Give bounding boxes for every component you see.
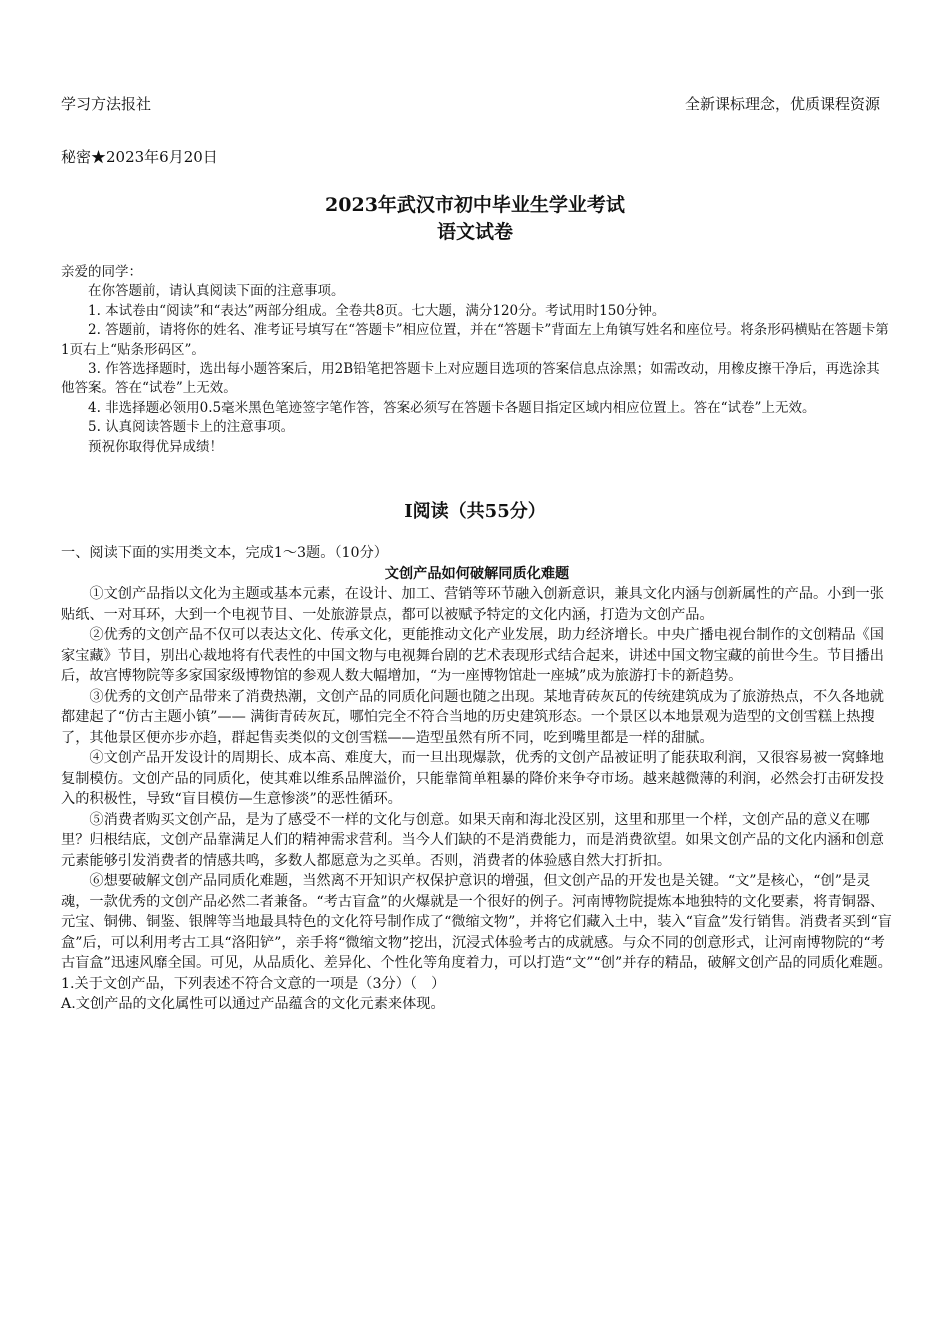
notice-section <box>61 263 893 457</box>
article-paragraph: ④文创产品开发设计的周期长、成本高、难度大，而一旦出现爆款，优秀的文创产品被证明了能获取利润，又很容易被一窝蜂地复制模仿。文创产品的同质化，使其难以维系品牌溢价，只能靠简单粗暴的降价来争夺市场。越来越微薄的利润，必然会打击研发投入的积极性，导致“盲目模仿—生意惨淡”的恶性循环。 <box>61 750 884 807</box>
section-title: I阅读（共55分） <box>404 501 546 522</box>
article-paragraph: ⑥想要破解文创产品同质化难题，当然离不开知识产权保护意识的增强，但文创产品的开发也是关键。“文”是核心，“创”是灵魂，一款优秀的文创产品必然二者兼备。“考古盲盒”的火爆就是一个很好的例子。河南博物院提炼本地独特的文化要素，将青铜器、元宝、铜佛、铜鉴、银牌等当地最具特色的文化符号制作成了“微缩文物”，并将它们藏入土中，装入“盲盒”发行销售。消费者买到“盲盒”后，可以利用考古工具“洛阳铲”，亲手将“微缩文物”挖出，沉浸式体验考古的成就感。与众不同的创意形式，让河南博物院的“考古盲盒”迅速风靡全国。可见，从品质化、差异化、个性化等角度着力，可以打造“文”“创”并存的精品，破解文创产品的同质化难题。 <box>61 873 892 971</box>
notice-item: 5. 认真阅读答题卡上的注意事项。 <box>88 419 295 436</box>
article-paragraph: ③优秀的文创产品带来了消费热潮，文创产品的同质化问题也随之出现。某地青砖灰瓦的传统建筑成为了旅游热点，不久各地就都建起了“仿古主题小镇”—— 满街青砖灰瓦，哪怕完全不符合当地的历史建筑形态。一个景区以本地景观为造型的文创雪糕上热搜了，其他景区便亦步亦趋，群起售卖类似的文创雪糕——造型虽然有所不同，吃到嘴里都是一样的甜腻。 <box>61 688 884 746</box>
article-title: 文创产品如何破解同质化难题 <box>384 565 570 582</box>
question-1: 1.关于文创产品，下列表述不符合文意的一项是（3分）（ ） <box>61 975 446 992</box>
notice-item: 4. 非选择题必领用0.5毫米黑色笔迹签字笔作答，答案必须写在答题卡各题目指定区域内相应位置上。答在“试卷”上无效。 <box>88 399 816 416</box>
notice-closing: 预祝你取得优异成绩！ <box>88 438 223 455</box>
option-a: A.文创产品的文化属性可以通过产品蕴含的文化元素来体现。 <box>61 996 445 1012</box>
article-paragraph: ①文创产品指以文化为主题或基本元素，在设计、加工、营销等环节融入创新意识，兼具文化内涵与创新属性的产品。小到一张贴纸、一对耳环，大到一个电视节目、一处旅游景点，都可以被赋予特定的文化内涵，打造为文创产品。 <box>61 586 884 623</box>
article-paragraph: ⑤消费者购买文创产品，是为了感受不一样的文化与创意。如果天南和海北没区别，这里和那里一个样，文创产品的意义在哪里？归根结底，文创产品靠满足人们的精神需求营利。当今人们缺的不是消费能力，而是消费欲望。如果文创产品的文化内涵和创意元素能够引发消费者的情感共鸣，多数人都愿意为之买单。否则，消费者的体验感自然大打折扣。 <box>61 811 884 869</box>
notice-intro: 在你答题前，请认真阅读下面的注意事项。 <box>88 283 345 300</box>
article-section <box>61 543 893 1015</box>
notice-item: 2. 答题前，请将你的姓名、准考证号填写在“答题卡”相应位置，并在“答题卡”背面左上角镇写姓名和座位号。将条形码横贴在答题卡第1页右上“贴条形码区”。 <box>61 322 889 358</box>
notice-item: 1. 本试卷由“阅读”和“表达”两部分组成。全卷共8页。七大题，满分120分。考试用时150分钟。 <box>88 302 666 319</box>
notice-greeting: 亲爱的同学： <box>61 264 142 280</box>
article-paragraph: ②优秀的文创产品不仅可以表达文化、传承文化，更能推动文化产业发展，助力经济增长。中央广播电视台制作的文创精品《国家宝藏》节目，别出心裁地将有代表性的中国文物与电视舞台剧的艺术表现形式结合起来，讲述中国文物宝藏的前世今生。节目播出后，故宫博物院等多家国家级博物馆的参观人数大幅增加，“为一座博物馆赴一座城”成为旅游打卡的新趋势。 <box>61 627 884 684</box>
exam-subtitle: 语文试卷 <box>436 221 513 243</box>
secret-date: 秘密★2023年6月20日 <box>61 148 218 166</box>
slogan-header: 全新课标理念，优质课程资源 <box>684 95 880 113</box>
publisher-header: 学习方法报社 <box>61 95 152 113</box>
notice-item: 3. 作答选择题时，选出每小题答案后，用2B铅笔把答题卡上对应题目选项的答案信息点涂黑；如需改动，用橡皮擦干净后，再选涂其他答案。答在“试卷”上无效。 <box>61 361 880 397</box>
exam-title: 2023年武汉市初中毕业生学业考试 <box>325 194 625 216</box>
question-intro: 一、阅读下面的实用类文本，完成1～3题。（10分） <box>61 545 388 561</box>
